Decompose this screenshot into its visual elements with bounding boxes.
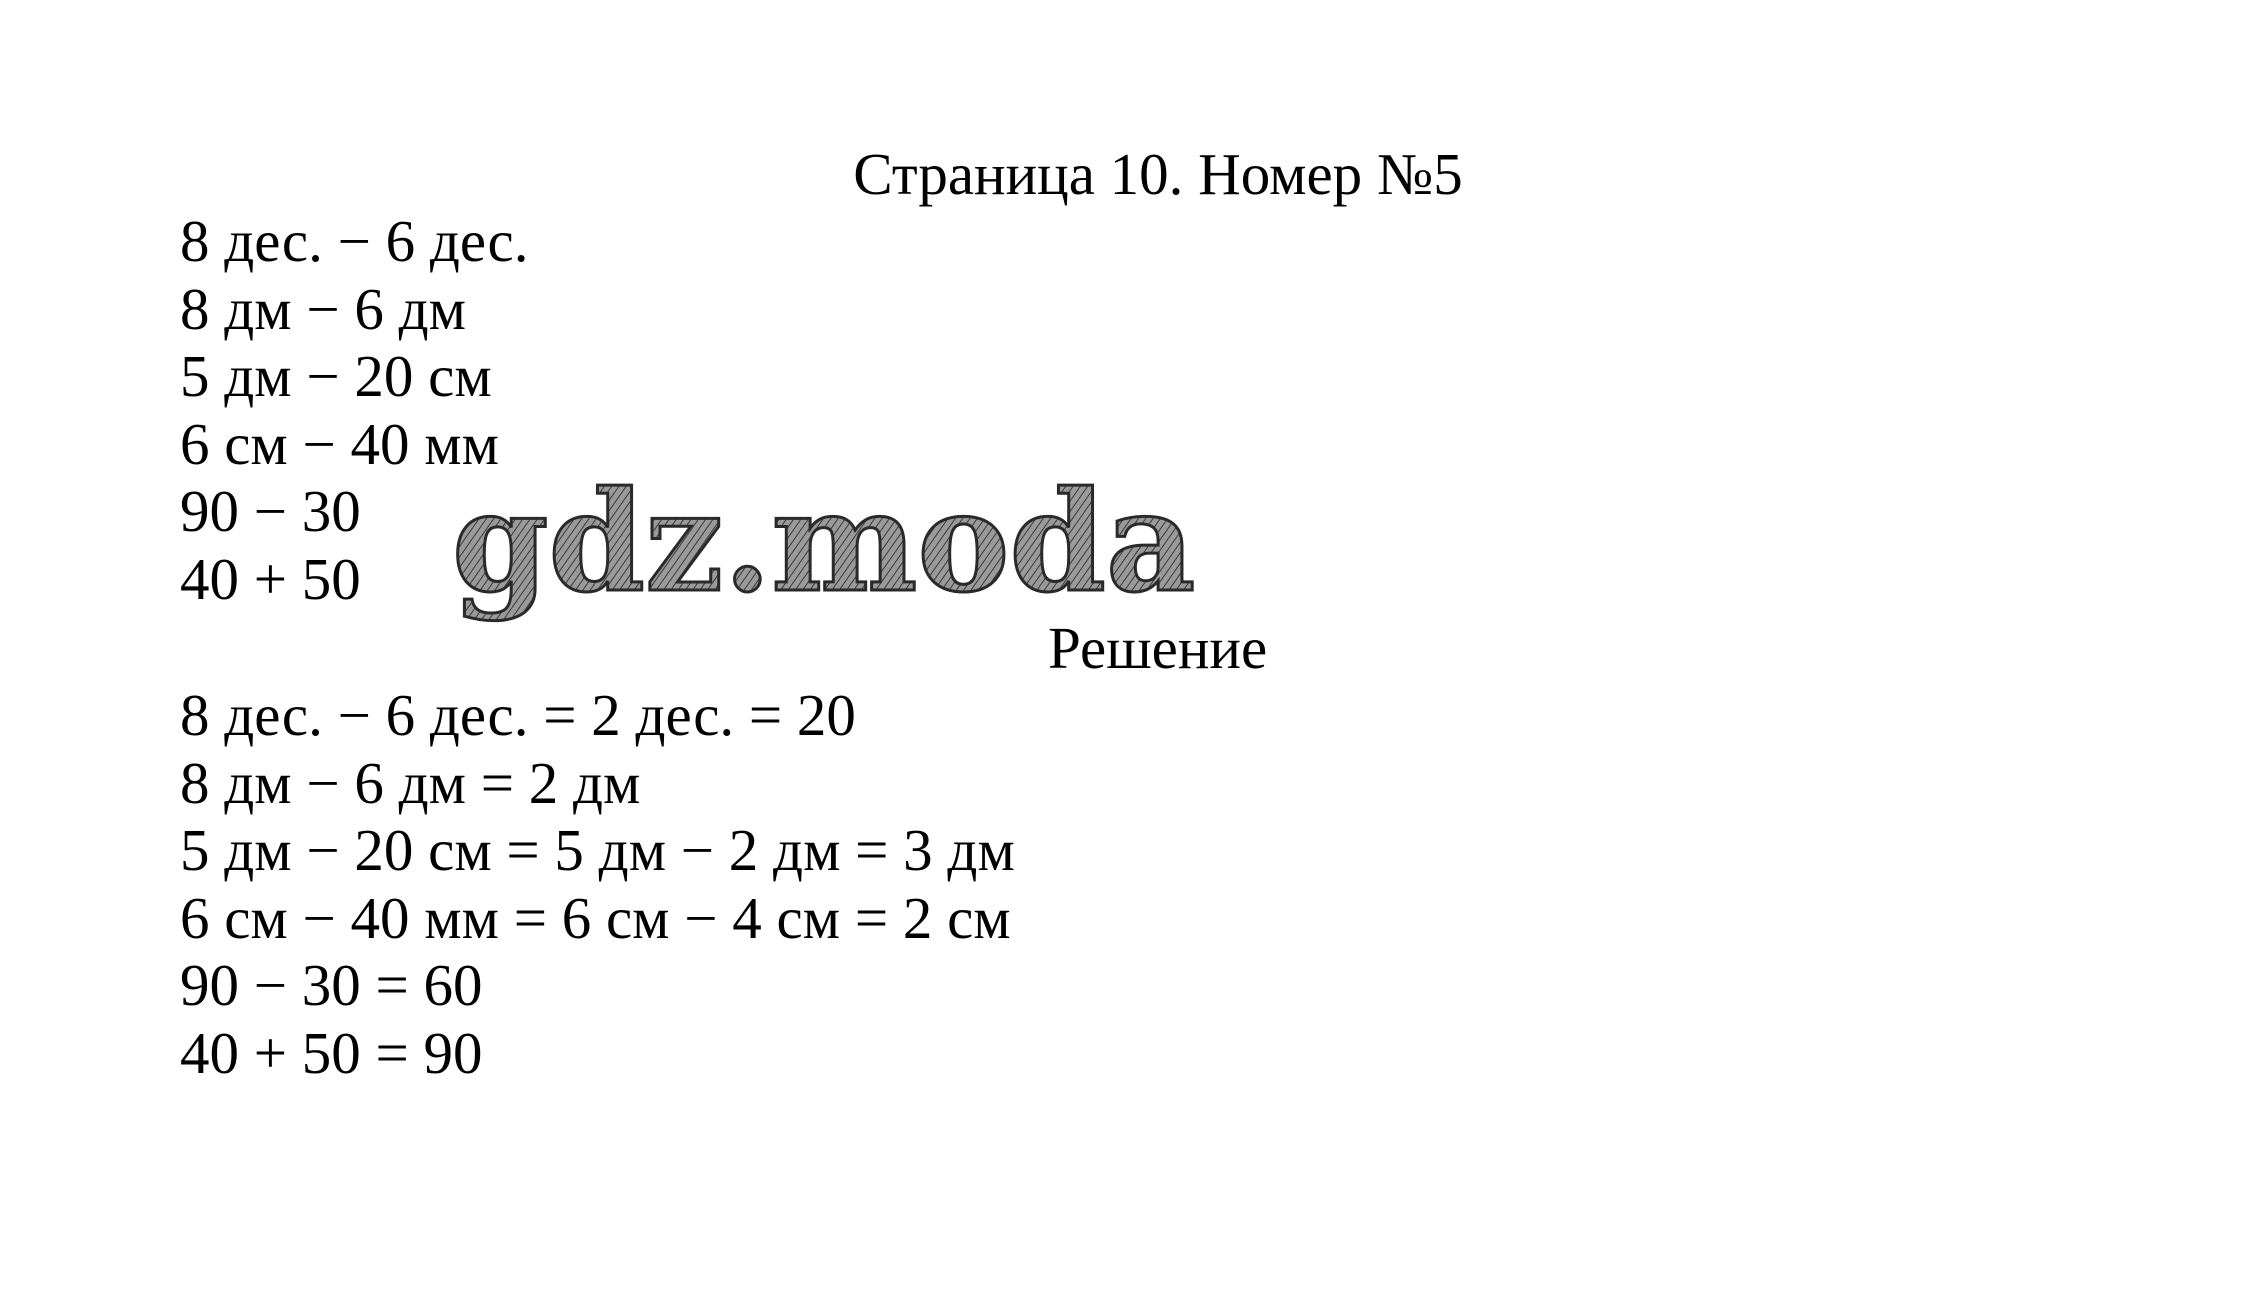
solution-line: 8 дес. − 6 дес. = 2 дес. = 20 bbox=[180, 682, 856, 748]
task-line: 8 дм − 6 дм bbox=[180, 275, 466, 342]
solution-line: 8 дм − 6 дм = 2 дм bbox=[180, 749, 641, 816]
task-line: 5 дм − 20 см bbox=[180, 343, 492, 409]
page-title: Страница 10. Номер №5 bbox=[853, 141, 1463, 207]
solution-heading: Решение bbox=[1048, 615, 1268, 681]
solution-line: 90 − 30 = 60 bbox=[180, 952, 483, 1018]
task-line: 6 см − 40 мм bbox=[180, 410, 499, 477]
watermark-text: gdz.moda bbox=[452, 460, 1196, 623]
solution-line: 40 + 50 = 90 bbox=[180, 1019, 483, 1086]
solution-line: 6 см − 40 мм = 6 см − 4 см = 2 см bbox=[180, 884, 1011, 951]
solution-list bbox=[180, 682, 1015, 1087]
watermark-logo bbox=[448, 460, 1196, 638]
solution-line: 5 дм − 20 см = 5 дм − 2 дм = 3 дм bbox=[180, 817, 1015, 883]
task-line: 90 − 30 bbox=[180, 478, 361, 544]
task-line: 40 + 50 bbox=[180, 545, 361, 612]
task-line: 8 дес. − 6 дес. bbox=[180, 208, 529, 274]
